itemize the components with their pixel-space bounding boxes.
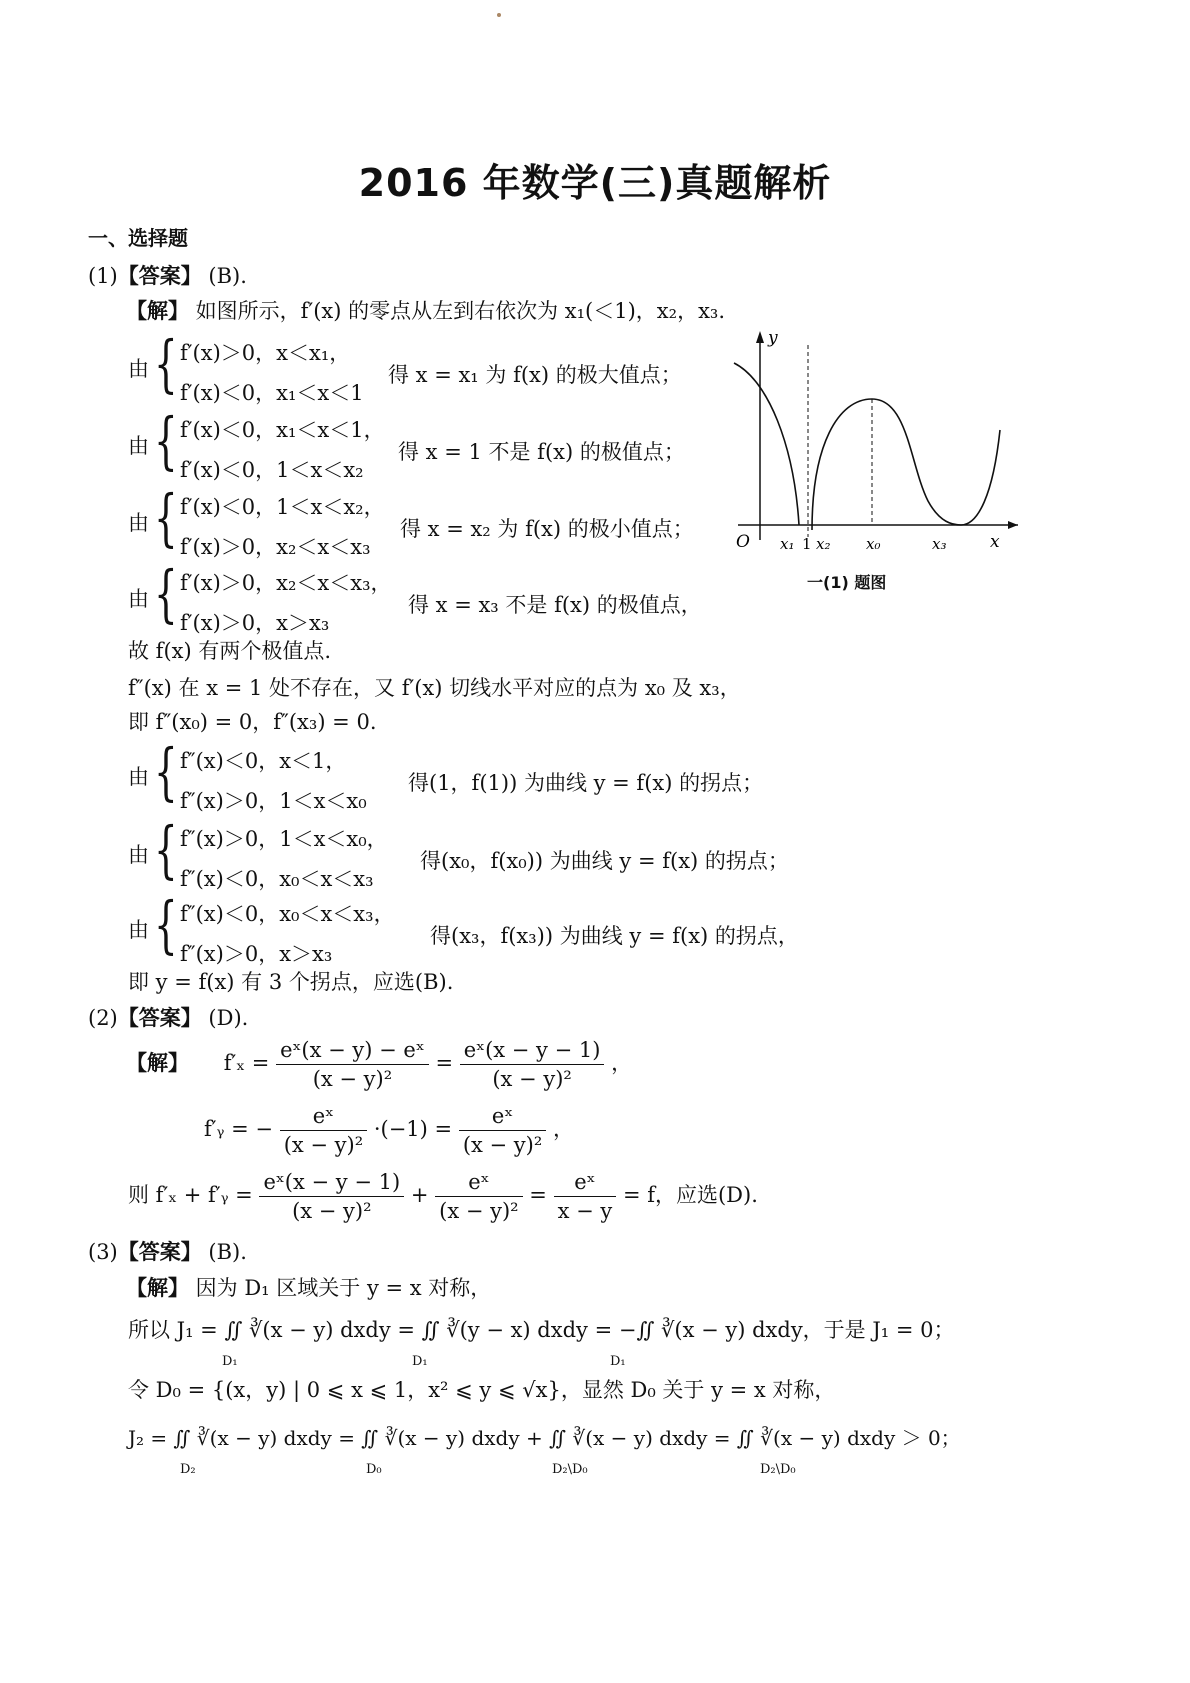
- scan-speck: [497, 13, 501, 17]
- punctuation: ，: [552, 1117, 574, 1141]
- case-row-2: f′(x)＜0，x₁＜x＜1: [180, 381, 364, 405]
- q1-conclusion-extrema: 故 f(x) 有两个极值点.: [128, 639, 332, 663]
- sum-conclusion: = f，应选(D).: [622, 1183, 758, 1207]
- case-row-1: f′(x)＜0，1＜x＜x₂，: [180, 495, 385, 519]
- q1-answer-tag: 【答案】: [117, 264, 202, 288]
- j1-subscript-3: D₁: [610, 1354, 626, 1369]
- q3-solution-tag: 【解】: [126, 1276, 189, 1300]
- denominator: (x − y)²: [462, 1133, 543, 1157]
- denominator: x − y: [557, 1199, 613, 1223]
- fy-fraction-2: [459, 1104, 546, 1157]
- case-prefix: 由: [128, 434, 149, 458]
- denominator: (x − y)²: [312, 1067, 393, 1091]
- q2-fy-equation: [204, 1104, 574, 1157]
- curve-right-branch: [812, 399, 1000, 530]
- case-row-1: f′(x)＜0，x₁＜x＜1，: [180, 418, 385, 442]
- q1-second-derivative-zeros: 即 f″(x₀) = 0，f″(x₃) = 0.: [128, 710, 377, 734]
- j1-subscript-2: D₁: [412, 1354, 428, 1369]
- case-row-1: f′(x)＞0，x＜x₁，: [180, 341, 351, 365]
- q1-answer: (B).: [201, 264, 247, 288]
- case-row-2: f″(x)＞0，1＜x＜x₀: [180, 789, 367, 813]
- q1-conclusion-inflection: 即 y = f(x) 有 3 个拐点，应选(B).: [128, 970, 454, 994]
- fy-multiplier: ·(−1) =: [373, 1117, 453, 1141]
- case-row-1: f″(x)＜0，x₀＜x＜x₃，: [180, 902, 395, 926]
- q2-answer-tag: 【答案】: [117, 1006, 202, 1030]
- q2-sum-equation: [128, 1170, 758, 1223]
- q2-number: (2): [88, 1006, 118, 1030]
- tick-label-x1: x₁: [780, 535, 795, 553]
- case-result: 得(1，f(1)) 为曲线 y = f(x) 的拐点；: [408, 771, 764, 795]
- case-prefix: 由: [128, 587, 149, 611]
- sum-fraction-1: [259, 1170, 404, 1223]
- page-title: 2016 年数学(三)真题解析: [358, 161, 832, 205]
- case-prefix: 由: [128, 765, 149, 789]
- sum-lhs: 则 f′ₓ + f′ᵧ =: [128, 1183, 253, 1207]
- sum-fraction-2: [435, 1170, 522, 1223]
- case-row-2: f′(x)＞0，x₂＜x＜x₃: [180, 535, 371, 559]
- q1-answer-line: [88, 262, 247, 290]
- case-prefix: 由: [128, 511, 149, 535]
- j2-subscript-1: D₂: [180, 1462, 196, 1477]
- numerator: eˣ(x − y − 1): [460, 1038, 605, 1065]
- plus: +: [410, 1183, 429, 1207]
- case-row-1: f″(x)＞0，1＜x＜x₀，: [180, 827, 388, 851]
- q3-answer-tag: 【答案】: [117, 1240, 202, 1264]
- y-axis-arrow: [756, 331, 764, 343]
- case-prefix: 由: [128, 843, 149, 867]
- j2-subscript-4: D₂\D₀: [760, 1462, 796, 1477]
- figure-caption: 一(1) 题图: [807, 573, 887, 592]
- q2-answer-line: [88, 1004, 248, 1032]
- j2-subscript-3: D₂\D₀: [552, 1462, 588, 1477]
- j1-subscript-1: D₁: [222, 1354, 238, 1369]
- case-row-1: f′(x)＞0，x₂＜x＜x₃，: [180, 571, 392, 595]
- case-row-2: f′(x)＞0，x＞x₃: [180, 611, 330, 635]
- denominator: (x − y)²: [283, 1133, 364, 1157]
- q3-answer: (B).: [201, 1240, 247, 1264]
- left-brace: {: [154, 327, 178, 400]
- q3-solution-text: 因为 D₁ 区域关于 y = x 对称，: [189, 1276, 492, 1300]
- tick-label-1: 1: [802, 535, 812, 553]
- numerator: eˣ: [435, 1170, 522, 1197]
- case-result: 得 x = 1 不是 f(x) 的极值点；: [398, 440, 685, 464]
- q1-solution-intro: [126, 297, 725, 325]
- section-heading: 一、选择题: [88, 226, 188, 250]
- fy-lhs: f′ᵧ = −: [204, 1117, 273, 1141]
- fy-fraction-1: [280, 1104, 367, 1157]
- q3-d0-definition: 令 D₀ = {(x，y) | 0 ⩽ x ⩽ 1，x² ⩽ y ⩽ √x}，显然 D₀ 关于 y = x 对称，: [128, 1378, 836, 1402]
- case-row-2: f″(x)＜0，x₀＜x＜x₃: [180, 867, 374, 891]
- left-brace: {: [154, 888, 178, 961]
- numerator: eˣ(x − y − 1): [259, 1170, 404, 1197]
- q3-j1-equation: 所以 J₁ = ∬ ∛(x − y) dxdy = ∬ ∛(y − x) dxdy = −∬ ∛(x − y) dxdy，于是 J₁ = 0；: [128, 1318, 955, 1342]
- case-result: 得 x = x₃ 不是 f(x) 的极值点，: [408, 593, 702, 617]
- denominator: (x − y)²: [492, 1067, 572, 1091]
- numerator: eˣ: [459, 1104, 546, 1131]
- curve-left-branch: [734, 363, 799, 525]
- denominator: (x − y)²: [292, 1199, 372, 1223]
- x-axis-label: x: [990, 532, 1000, 552]
- q1-derivative-graph: [728, 325, 1028, 565]
- case-result: 得(x₀，f(x₀)) 为曲线 y = f(x) 的拐点；: [420, 849, 789, 873]
- left-brace: {: [154, 557, 178, 630]
- j2-subscript-2: D₀: [366, 1462, 382, 1477]
- numerator: eˣ: [280, 1104, 367, 1131]
- q1-number: (1): [88, 264, 118, 288]
- left-brace: {: [154, 813, 178, 886]
- left-brace: {: [154, 735, 178, 808]
- punctuation: ，: [611, 1051, 633, 1075]
- case-row-2: f″(x)＞0，x＞x₃: [180, 942, 333, 966]
- q2-answer: (D).: [201, 1006, 249, 1030]
- q3-solution-intro: [126, 1274, 491, 1302]
- numerator: eˣ(x − y) − eˣ: [276, 1038, 429, 1065]
- q1-second-derivative-note: f″(x) 在 x = 1 处不存在，又 f′(x) 切线水平对应的点为 x₀ 及 x₃，: [128, 676, 741, 700]
- left-brace: {: [154, 481, 178, 554]
- tick-label-x2: x₂: [816, 535, 831, 553]
- tick-label-x0: x₀: [866, 535, 881, 553]
- fx-fraction-1: [276, 1038, 429, 1091]
- denominator: (x − y)²: [439, 1199, 519, 1223]
- sum-fraction-3: [554, 1170, 617, 1223]
- q3-j2-equation: J₂ = ∬ ∛(x − y) dxdy = ∬ ∛(x − y) dxdy + ∬ ∛(x − y) dxdy = ∬ ∛(x − y) dxdy ＞ 0；: [128, 1426, 961, 1450]
- numerator: eˣ: [554, 1170, 617, 1197]
- case-result: 得(x₃，f(x₃)) 为曲线 y = f(x) 的拐点，: [430, 924, 799, 948]
- equals: =: [529, 1183, 547, 1207]
- fx-lhs: f′ₓ =: [223, 1051, 270, 1075]
- q2-fx-equation: [126, 1038, 632, 1091]
- q1-solution-text: 如图所示，f′(x) 的零点从左到右依次为 x₁(＜1)，x₂，x₃.: [189, 299, 726, 323]
- equals: =: [435, 1051, 454, 1075]
- q1-solution-tag: 【解】: [126, 299, 189, 323]
- case-prefix: 由: [128, 357, 149, 381]
- case-prefix: 由: [128, 918, 149, 942]
- tick-label-x3: x₃: [932, 535, 947, 553]
- case-row-2: f′(x)＜0，1＜x＜x₂: [180, 458, 364, 482]
- y-axis-label: y: [768, 328, 778, 348]
- left-brace: {: [154, 404, 178, 477]
- case-result: 得 x = x₂ 为 f(x) 的极小值点；: [400, 517, 694, 541]
- q2-solution-tag: 【解】: [126, 1051, 189, 1075]
- origin-label: O: [736, 532, 750, 552]
- case-result: 得 x = x₁ 为 f(x) 的极大值点；: [388, 363, 682, 387]
- q3-number: (3): [88, 1240, 118, 1264]
- fx-fraction-2: [460, 1038, 605, 1091]
- x-axis-arrow: [1008, 521, 1018, 529]
- q3-answer-line: [88, 1238, 247, 1266]
- case-row-1: f″(x)＜0，x＜1，: [180, 749, 347, 773]
